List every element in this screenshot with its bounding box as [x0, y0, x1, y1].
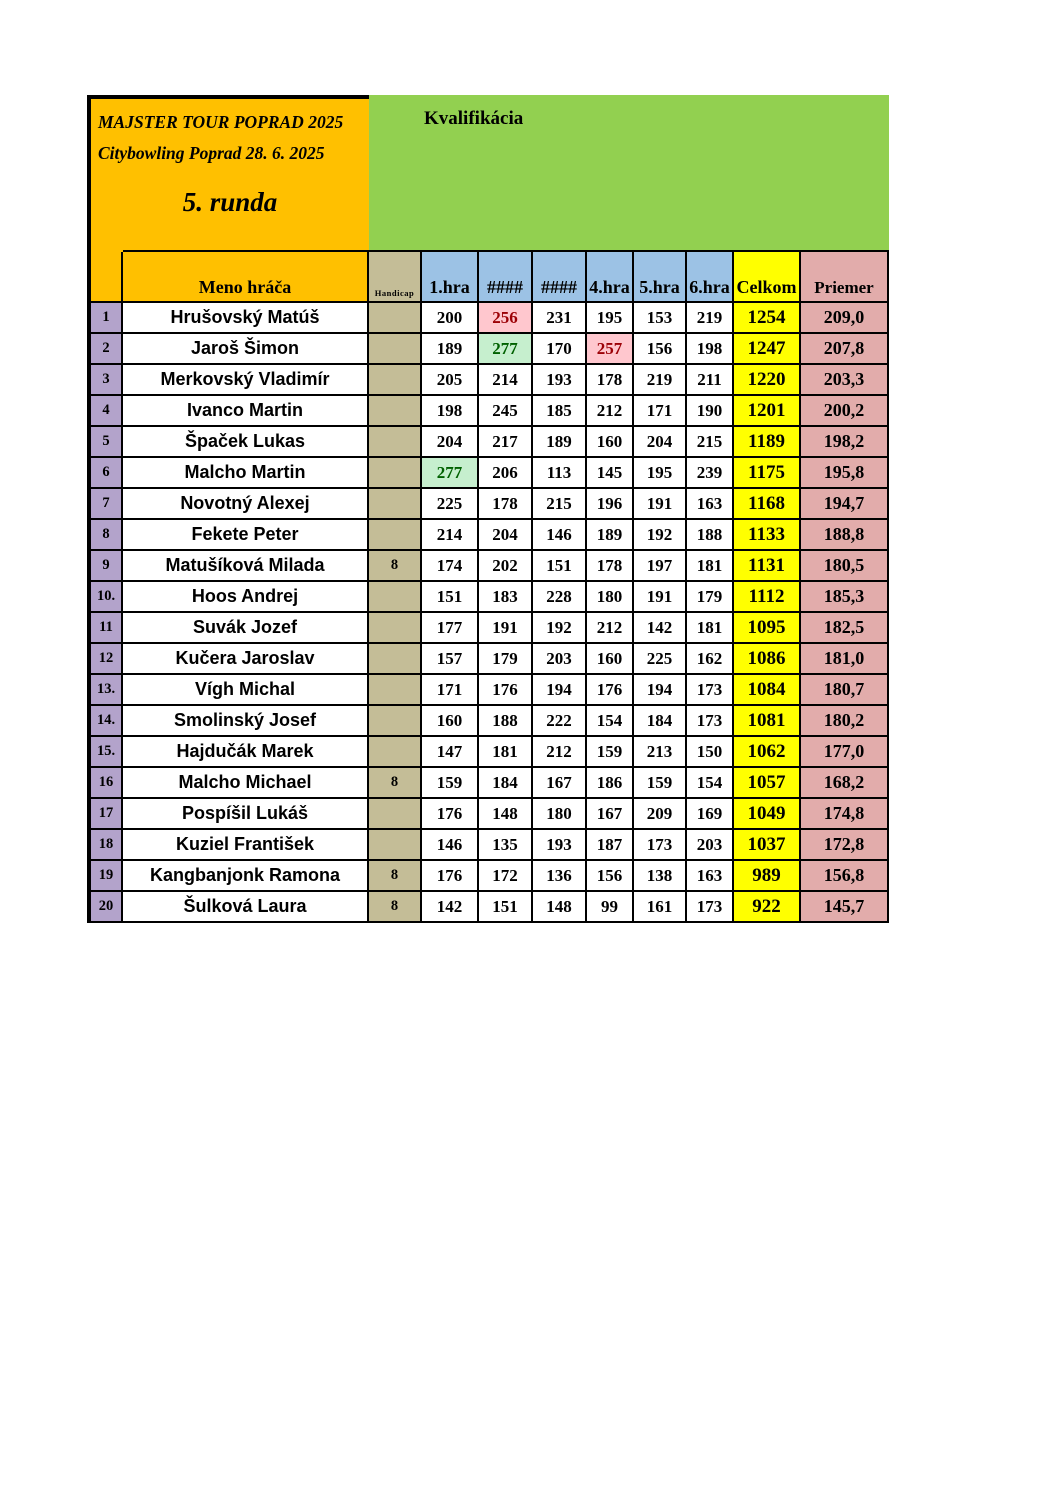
handicap-cell [369, 706, 420, 735]
game-score-cell: 204 [422, 427, 477, 456]
game-score-cell: 195 [587, 303, 632, 332]
game-score-cell: 170 [533, 334, 585, 363]
game-score-cell: 151 [533, 551, 585, 580]
game-score-cell: 159 [634, 768, 685, 797]
average-cell: 180,7 [801, 675, 887, 704]
game-score-cell: 215 [687, 427, 732, 456]
player-name-cell: Merkovský Vladimír [123, 365, 367, 394]
total-header: Celkom [734, 252, 799, 301]
game-score-cell: 239 [687, 458, 732, 487]
rank-column-header [91, 252, 121, 301]
handicap-cell [369, 334, 420, 363]
game-score-cell: 178 [479, 489, 531, 518]
rank-cell: 13. [91, 675, 121, 704]
game-score-cell: 181 [687, 613, 732, 642]
player-name-cell: Pospíšil Lukáš [123, 799, 367, 828]
handicap-cell [369, 582, 420, 611]
game-score-cell: 191 [479, 613, 531, 642]
total-cell: 1037 [734, 830, 799, 859]
game-score-cell: 191 [634, 582, 685, 611]
game-score-cell: 151 [479, 892, 531, 921]
average-header: Priemer [801, 252, 887, 301]
rank-cell: 6 [91, 458, 121, 487]
total-cell: 1201 [734, 396, 799, 425]
rank-cell: 9 [91, 551, 121, 580]
results-sheet [87, 95, 889, 923]
average-cell: 188,8 [801, 520, 887, 549]
game-score-cell: 197 [634, 551, 685, 580]
handicap-cell: 8 [369, 551, 420, 580]
tournament-name: MAJSTER TOUR POPRAD 2025 [98, 112, 344, 132]
average-cell: 181,0 [801, 644, 887, 673]
results-grid [87, 250, 889, 923]
game-score-cell: 145 [587, 458, 632, 487]
title-band [87, 95, 889, 250]
game-score-cell: 154 [687, 768, 732, 797]
average-cell: 198,2 [801, 427, 887, 456]
average-cell: 145,7 [801, 892, 887, 921]
total-cell: 1220 [734, 365, 799, 394]
player-name-header: Meno hráča [123, 252, 367, 301]
rank-cell: 10. [91, 582, 121, 611]
game1-header: 1.hra [422, 252, 477, 301]
game-score-cell: 171 [634, 396, 685, 425]
game-score-cell: 212 [533, 737, 585, 766]
game-score-cell: 204 [479, 520, 531, 549]
player-name-cell: Jaroš Šimon [123, 334, 367, 363]
player-name-cell: Ivanco Martin [123, 396, 367, 425]
player-name-cell: Špaček Lukas [123, 427, 367, 456]
game-score-cell: 153 [634, 303, 685, 332]
game-score-cell: 148 [479, 799, 531, 828]
player-name-cell: Hoos Andrej [123, 582, 367, 611]
game-score-cell: 277 [479, 334, 531, 363]
game-score-cell: 160 [422, 706, 477, 735]
game-score-cell: 173 [687, 706, 732, 735]
handicap-header: Handicap [369, 252, 420, 301]
player-name-cell: Kuziel František [123, 830, 367, 859]
rank-cell: 19 [91, 861, 121, 890]
game-score-cell: 193 [533, 365, 585, 394]
game-score-cell: 142 [634, 613, 685, 642]
game-score-cell: 176 [587, 675, 632, 704]
handicap-cell [369, 675, 420, 704]
rank-cell: 16 [91, 768, 121, 797]
game-score-cell: 187 [587, 830, 632, 859]
average-cell: 207,8 [801, 334, 887, 363]
game-score-cell: 277 [422, 458, 477, 487]
game-score-cell: 188 [687, 520, 732, 549]
average-cell: 200,2 [801, 396, 887, 425]
game-score-cell: 209 [634, 799, 685, 828]
player-name-cell: Kangbanjonk Ramona [123, 861, 367, 890]
game-score-cell: 157 [422, 644, 477, 673]
rank-cell: 8 [91, 520, 121, 549]
game-score-cell: 231 [533, 303, 585, 332]
player-name-cell: Fekete Peter [123, 520, 367, 549]
handicap-cell [369, 520, 420, 549]
handicap-cell: 8 [369, 768, 420, 797]
game-score-cell: 206 [479, 458, 531, 487]
average-cell: 185,3 [801, 582, 887, 611]
game5-header: 5.hra [634, 252, 685, 301]
game-score-cell: 146 [422, 830, 477, 859]
rank-cell: 18 [91, 830, 121, 859]
handicap-cell [369, 365, 420, 394]
game-score-cell: 189 [533, 427, 585, 456]
game-score-cell: 178 [587, 365, 632, 394]
average-cell: 209,0 [801, 303, 887, 332]
game-score-cell: 184 [634, 706, 685, 735]
game-score-cell: 142 [422, 892, 477, 921]
total-cell: 1175 [734, 458, 799, 487]
game-score-cell: 257 [587, 334, 632, 363]
game2-header: #### [479, 252, 531, 301]
game-score-cell: 202 [479, 551, 531, 580]
game-score-cell: 151 [422, 582, 477, 611]
game-score-cell: 172 [479, 861, 531, 890]
game-score-cell: 203 [687, 830, 732, 859]
average-cell: 203,3 [801, 365, 887, 394]
game-score-cell: 180 [533, 799, 585, 828]
rank-cell: 15. [91, 737, 121, 766]
total-cell: 1131 [734, 551, 799, 580]
game-score-cell: 177 [422, 613, 477, 642]
qualification-label: Kvalifikácia [424, 108, 524, 129]
game-score-cell: 161 [634, 892, 685, 921]
game-score-cell: 159 [422, 768, 477, 797]
game-score-cell: 198 [687, 334, 732, 363]
total-cell: 1049 [734, 799, 799, 828]
game-score-cell: 171 [422, 675, 477, 704]
rank-cell: 20 [91, 892, 121, 921]
game-score-cell: 195 [634, 458, 685, 487]
handicap-cell: 8 [369, 892, 420, 921]
game-score-cell: 194 [634, 675, 685, 704]
game-score-cell: 219 [634, 365, 685, 394]
game-score-cell: 203 [533, 644, 585, 673]
total-cell: 1189 [734, 427, 799, 456]
rank-cell: 1 [91, 303, 121, 332]
game-score-cell: 194 [533, 675, 585, 704]
total-cell: 1084 [734, 675, 799, 704]
game-score-cell: 173 [634, 830, 685, 859]
total-cell: 1254 [734, 303, 799, 332]
game-score-cell: 179 [687, 582, 732, 611]
rank-cell: 12 [91, 644, 121, 673]
tournament-title-block [87, 95, 369, 250]
game6-header: 6.hra [687, 252, 732, 301]
average-cell: 194,7 [801, 489, 887, 518]
total-cell: 1095 [734, 613, 799, 642]
round-label: 5. runda [182, 187, 278, 217]
game-score-cell: 225 [634, 644, 685, 673]
game-score-cell: 185 [533, 396, 585, 425]
handicap-cell [369, 303, 420, 332]
game-score-cell: 212 [587, 613, 632, 642]
handicap-cell [369, 644, 420, 673]
game-score-cell: 211 [687, 365, 732, 394]
handicap-cell [369, 427, 420, 456]
game-score-cell: 192 [634, 520, 685, 549]
average-cell: 174,8 [801, 799, 887, 828]
average-cell: 182,5 [801, 613, 887, 642]
game-score-cell: 198 [422, 396, 477, 425]
game-score-cell: 167 [587, 799, 632, 828]
game-score-cell: 184 [479, 768, 531, 797]
rank-cell: 17 [91, 799, 121, 828]
handicap-cell [369, 613, 420, 642]
orange-corner-patch [91, 250, 123, 252]
total-cell: 1133 [734, 520, 799, 549]
average-cell: 168,2 [801, 768, 887, 797]
player-name-cell: Suvák Jozef [123, 613, 367, 642]
rank-cell: 11 [91, 613, 121, 642]
game-score-cell: 176 [479, 675, 531, 704]
total-cell: 1086 [734, 644, 799, 673]
game-score-cell: 176 [422, 799, 477, 828]
average-cell: 156,8 [801, 861, 887, 890]
game-score-cell: 167 [533, 768, 585, 797]
game-score-cell: 215 [533, 489, 585, 518]
game4-header: 4.hra [587, 252, 632, 301]
total-cell: 922 [734, 892, 799, 921]
game-score-cell: 174 [422, 551, 477, 580]
rank-cell: 4 [91, 396, 121, 425]
game-score-cell: 162 [687, 644, 732, 673]
game-score-cell: 181 [479, 737, 531, 766]
total-cell: 1112 [734, 582, 799, 611]
game-score-cell: 214 [479, 365, 531, 394]
game-score-cell: 99 [587, 892, 632, 921]
game-score-cell: 163 [687, 861, 732, 890]
game-score-cell: 176 [422, 861, 477, 890]
player-name-cell: Kučera Jaroslav [123, 644, 367, 673]
game-score-cell: 212 [587, 396, 632, 425]
game-score-cell: 173 [687, 675, 732, 704]
game-score-cell: 183 [479, 582, 531, 611]
game-score-cell: 178 [587, 551, 632, 580]
game-score-cell: 192 [533, 613, 585, 642]
average-cell: 195,8 [801, 458, 887, 487]
total-cell: 1062 [734, 737, 799, 766]
total-cell: 1057 [734, 768, 799, 797]
total-cell: 1168 [734, 489, 799, 518]
game-score-cell: 188 [479, 706, 531, 735]
player-name-cell: Hrušovský Matúš [123, 303, 367, 332]
average-cell: 180,2 [801, 706, 887, 735]
player-name-cell: Malcho Michael [123, 768, 367, 797]
game-score-cell: 160 [587, 644, 632, 673]
game-score-cell: 160 [587, 427, 632, 456]
game-score-cell: 136 [533, 861, 585, 890]
game-score-cell: 163 [687, 489, 732, 518]
handicap-cell [369, 799, 420, 828]
game-score-cell: 138 [634, 861, 685, 890]
game-score-cell: 193 [533, 830, 585, 859]
game-score-cell: 219 [687, 303, 732, 332]
rank-cell: 5 [91, 427, 121, 456]
game-score-cell: 200 [422, 303, 477, 332]
game-score-cell: 222 [533, 706, 585, 735]
average-cell: 180,5 [801, 551, 887, 580]
rank-cell: 2 [91, 334, 121, 363]
player-name-cell: Vígh Michal [123, 675, 367, 704]
game-score-cell: 156 [634, 334, 685, 363]
game-score-cell: 189 [422, 334, 477, 363]
qualification-block [369, 95, 889, 250]
game-score-cell: 186 [587, 768, 632, 797]
player-name-cell: Malcho Martin [123, 458, 367, 487]
total-cell: 1081 [734, 706, 799, 735]
game-score-cell: 205 [422, 365, 477, 394]
game-score-cell: 217 [479, 427, 531, 456]
rank-cell: 7 [91, 489, 121, 518]
game-score-cell: 150 [687, 737, 732, 766]
game-score-cell: 113 [533, 458, 585, 487]
handicap-cell [369, 489, 420, 518]
player-name-cell: Novotný Alexej [123, 489, 367, 518]
game-score-cell: 169 [687, 799, 732, 828]
game-score-cell: 146 [533, 520, 585, 549]
player-name-cell: Šulková Laura [123, 892, 367, 921]
handicap-cell [369, 830, 420, 859]
game-score-cell: 156 [587, 861, 632, 890]
handicap-cell: 8 [369, 861, 420, 890]
game-score-cell: 154 [587, 706, 632, 735]
game-score-cell: 180 [587, 582, 632, 611]
game-score-cell: 245 [479, 396, 531, 425]
total-cell: 1247 [734, 334, 799, 363]
player-name-cell: Hajdučák Marek [123, 737, 367, 766]
game-score-cell: 181 [687, 551, 732, 580]
game-score-cell: 147 [422, 737, 477, 766]
player-name-cell: Matušíková Milada [123, 551, 367, 580]
game-score-cell: 196 [587, 489, 632, 518]
handicap-cell [369, 458, 420, 487]
game-score-cell: 213 [634, 737, 685, 766]
game-score-cell: 214 [422, 520, 477, 549]
game3-header: #### [533, 252, 585, 301]
rank-cell: 14. [91, 706, 121, 735]
game-score-cell: 190 [687, 396, 732, 425]
game-score-cell: 148 [533, 892, 585, 921]
game-score-cell: 204 [634, 427, 685, 456]
player-name-cell: Smolinský Josef [123, 706, 367, 735]
average-cell: 177,0 [801, 737, 887, 766]
handicap-cell [369, 396, 420, 425]
game-score-cell: 135 [479, 830, 531, 859]
game-score-cell: 191 [634, 489, 685, 518]
total-cell: 989 [734, 861, 799, 890]
game-score-cell: 256 [479, 303, 531, 332]
rank-cell: 3 [91, 365, 121, 394]
venue-and-date: Citybowling Poprad 28. 6. 2025 [98, 143, 325, 163]
game-score-cell: 173 [687, 892, 732, 921]
game-score-cell: 159 [587, 737, 632, 766]
average-cell: 172,8 [801, 830, 887, 859]
game-score-cell: 189 [587, 520, 632, 549]
game-score-cell: 225 [422, 489, 477, 518]
game-score-cell: 228 [533, 582, 585, 611]
handicap-cell [369, 737, 420, 766]
game-score-cell: 179 [479, 644, 531, 673]
